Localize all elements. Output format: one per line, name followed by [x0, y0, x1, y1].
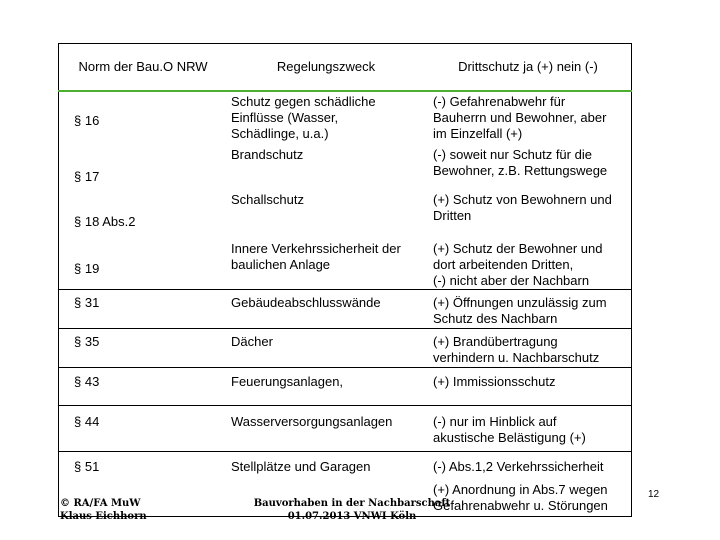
norm-cell: § 18 Abs.2 — [74, 214, 136, 229]
norm-cell: § 17 — [74, 169, 100, 184]
zweck-cell: Dächer — [231, 334, 273, 349]
row-divider — [58, 405, 632, 406]
norm-cell: § 16 — [74, 113, 100, 128]
drittschutz-cell: (+) Brandübertragung verhindern u. Nachbarschutz — [433, 334, 600, 365]
header-norm: Norm der Bau.O NRW — [78, 59, 208, 74]
table-header-row — [58, 43, 632, 92]
row-divider — [58, 328, 632, 329]
zweck-cell: Feuerungsanlagen, — [231, 374, 344, 389]
norm-cell: § 31 — [74, 295, 100, 310]
drittschutz-cell: (-) Gefahrenabwehr für Bauherrn und Bewohner, aber im Einzelfall (+) — [433, 94, 607, 141]
drittschutz-cell: (+) Schutz der Bewohner und dort arbeitenden Dritten, (-) nicht aber der Nachbarn — [433, 241, 603, 288]
norm-cell: § 43 — [74, 374, 100, 389]
zweck-cell: Stellplätze und Garagen — [231, 459, 371, 474]
row-divider — [58, 367, 632, 368]
zweck-cell: Schutz gegen schädliche Einflüsse (Wasser, Schädlinge, u.a.) — [231, 94, 376, 141]
norm-cell: § 19 — [74, 261, 100, 276]
drittschutz-cell: (+) Schutz von Bewohnern und Dritten — [433, 192, 612, 223]
zweck-cell: Brandschutz — [231, 147, 304, 162]
header-zweck: Regelungszweck — [276, 59, 376, 74]
header-drittschutz: Drittschutz ja (+) nein (-) — [458, 59, 598, 74]
footer-title: Bauvorhaben in der Nachbarschaft 01.07.2013 VNWI Köln — [253, 498, 451, 522]
drittschutz-cell: (+) Immissionsschutz — [433, 374, 556, 389]
row-divider — [58, 289, 632, 290]
zweck-cell: Schallschutz — [231, 192, 304, 207]
drittschutz-cell: (-) soweit nur Schutz für die Bewohner, z.B. Rettungswege — [433, 147, 608, 178]
drittschutz-cell: (-) Abs.1,2 Verkehrssicherheit (+) Anordnung in Abs.7 wegen Gefahrenabwehr u. Störungen — [433, 459, 608, 513]
norm-cell: § 35 — [74, 334, 100, 349]
zweck-cell: Innere Verkehrssicherheit der baulichen Anlage — [231, 241, 401, 272]
footer-author: © RA/FA MuW Klaus Eichhorn — [60, 498, 147, 522]
norm-cell: § 51 — [74, 459, 100, 474]
page-number: 12 — [648, 489, 660, 500]
norm-cell: § 44 — [74, 414, 100, 429]
row-divider — [58, 451, 632, 452]
zweck-cell: Gebäudeabschlusswände — [231, 295, 381, 310]
zweck-cell: Wasserversorgungsanlagen — [231, 414, 393, 429]
drittschutz-cell: (+) Öffnungen unzulässig zum Schutz des Nachbarn — [433, 295, 607, 326]
drittschutz-cell: (-) nur im Hinblick auf akustische Belästigung (+) — [433, 414, 586, 445]
